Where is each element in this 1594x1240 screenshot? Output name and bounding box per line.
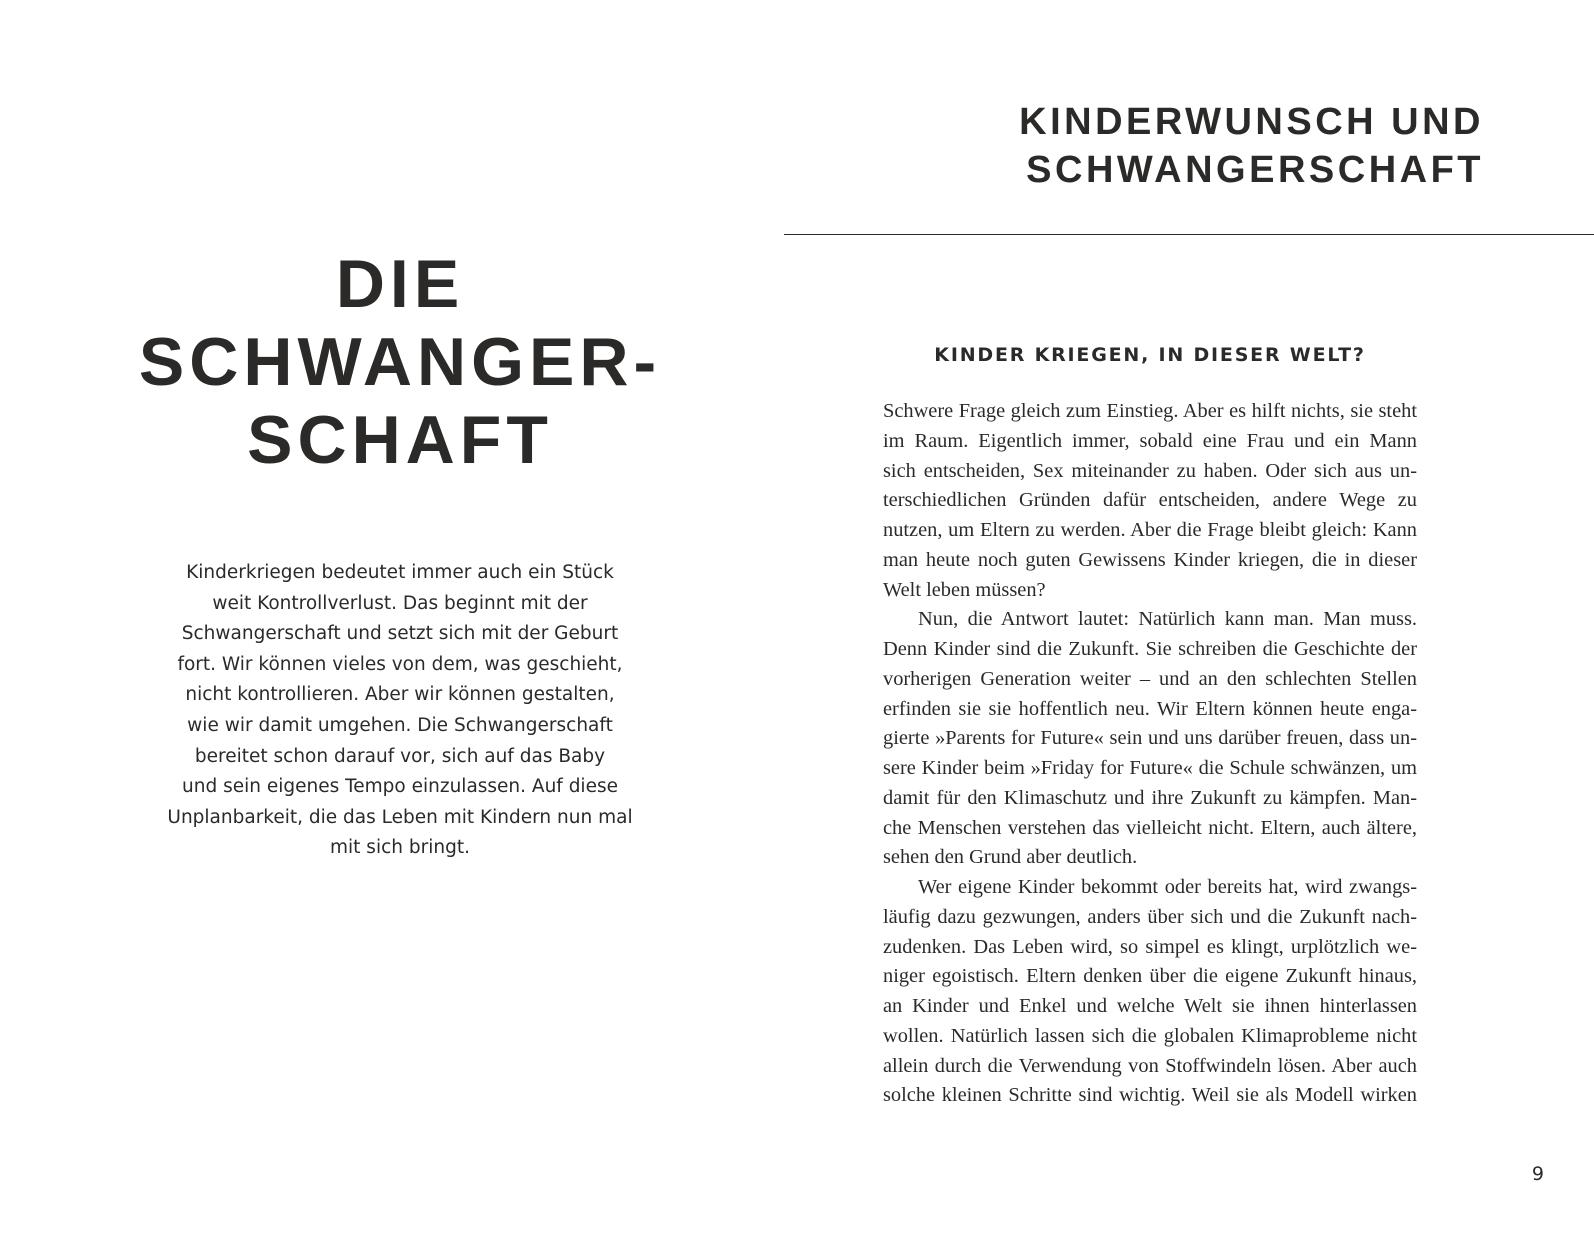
header-rule (784, 234, 1594, 235)
body-line: Schwere Frage gleich zum Einstieg. Aber es hilft nichts, sie steht (883, 400, 1417, 422)
body-line: che Menschen verstehen das vielleicht nicht. Eltern, auch ältere, (883, 816, 1417, 839)
body-line: sich entscheiden, Sex miteinander zu haben. Oder sich aus un- (883, 459, 1417, 482)
intro-line: nicht kontrollieren. Aber wir können gestalten, (185, 684, 615, 706)
body-line: sere Kinder beim »Friday for Future« die Schule schwänzen, um (883, 757, 1417, 779)
body-line: wollen. Natürlich lassen sich die globalen Klimaprobleme nicht (883, 1024, 1417, 1047)
chapter-title-line: SCHWANGER- (138, 324, 662, 400)
intro-line: bereitet schon darauf vor, sich auf das Baby (194, 745, 606, 767)
intro-line: Kinderkriegen bedeutet immer auch ein Stück (186, 562, 614, 583)
body-line: gierte »Parents for Future« sein und uns darüber freuen, dass un- (883, 727, 1417, 750)
body-line: allein durch die Verwendung von Stoffwindeln lösen. Aber auch (883, 1054, 1417, 1077)
chapter-title (100, 245, 700, 479)
body-line: Welt leben müssen? (883, 578, 1046, 601)
body-line: an Kinder und Enkel und welche Welt sie ihnen hinterlassen (883, 995, 1417, 1017)
body-line: Wer eigene Kinder bekommt oder bereits hat, wird zwangs- (918, 876, 1417, 898)
intro-line: mit sich bringt. (330, 837, 470, 859)
body-line: damit für den Klimaschutz und ihre Zukunft zu kämpfen. Man- (883, 786, 1417, 809)
intro-line: und sein eigenes Tempo einzulassen. Auf diese (182, 776, 618, 798)
body-line: solche kleinen Schritte sind wichtig. Weil sie als Modell wirken (883, 1084, 1417, 1107)
chapter-intro (138, 558, 662, 864)
body-line: vorherigen Generation weiter – und an den schlechten Stellen (883, 667, 1417, 690)
intro-line: Schwangerschaft und setzt sich mit der Geburt (181, 623, 619, 645)
body-line: zudenken. Das Leben wird, so simpel es klingt, urplötzlich we- (883, 935, 1417, 958)
running-head-line: SCHWANGERSCHAFT (1026, 149, 1484, 191)
intro-line: Unplanbarkeit, die das Leben mit Kindern nun mal (167, 806, 633, 828)
intro-line: weit Kontrollverlust. Das beginnt mit der (212, 592, 588, 614)
chapter-title-line: SCHAFT (247, 402, 553, 478)
body-line: im Raum. Eigentlich immer, sobald eine Frau und ein Mann (883, 429, 1417, 452)
body-line: Nun, die Antwort lautet: Natürlich kann man. Man muss. (918, 608, 1417, 631)
intro-line: wie wir damit umgehen. Die Schwangerschaft (187, 714, 613, 736)
body-text (883, 397, 1417, 1111)
running-head-line: KINDERWUNSCH UND (1019, 101, 1484, 143)
running-head (884, 98, 1484, 194)
body-line: läufig dazu gezwungen, anders über sich und die Zukunft nach- (883, 905, 1417, 928)
right-page (784, 0, 1594, 1240)
body-line: Denn Kinder sind die Zukunft. Sie schreiben die Geschichte der (883, 638, 1417, 660)
section-heading: KINDER KRIEGEN, IN DIESER WELT? (934, 344, 1366, 366)
chapter-title-line: DIE (335, 246, 465, 322)
body-line: man heute noch guten Gewissens Kinder kriegen, die in dieser (883, 548, 1417, 571)
page-number: 9 (1531, 1163, 1544, 1185)
body-line: sehen den Grund aber deutlich. (883, 846, 1138, 869)
body-line: nutzen, um Eltern zu werden. Aber die Frage bleibt gleich: Kann (883, 519, 1417, 541)
body-line: niger egoistisch. Eltern denken über die eigene Zukunft hinaus, (883, 965, 1417, 988)
body-line: terschiedlichen Gründen dafür entscheiden, andere Wege zu (883, 489, 1417, 512)
body-line: erfinden sie sie hoffentlich neu. Wir Eltern können heute enga- (883, 697, 1417, 720)
left-page (0, 0, 784, 1240)
intro-line: fort. Wir können vieles von dem, was geschieht, (177, 653, 623, 675)
